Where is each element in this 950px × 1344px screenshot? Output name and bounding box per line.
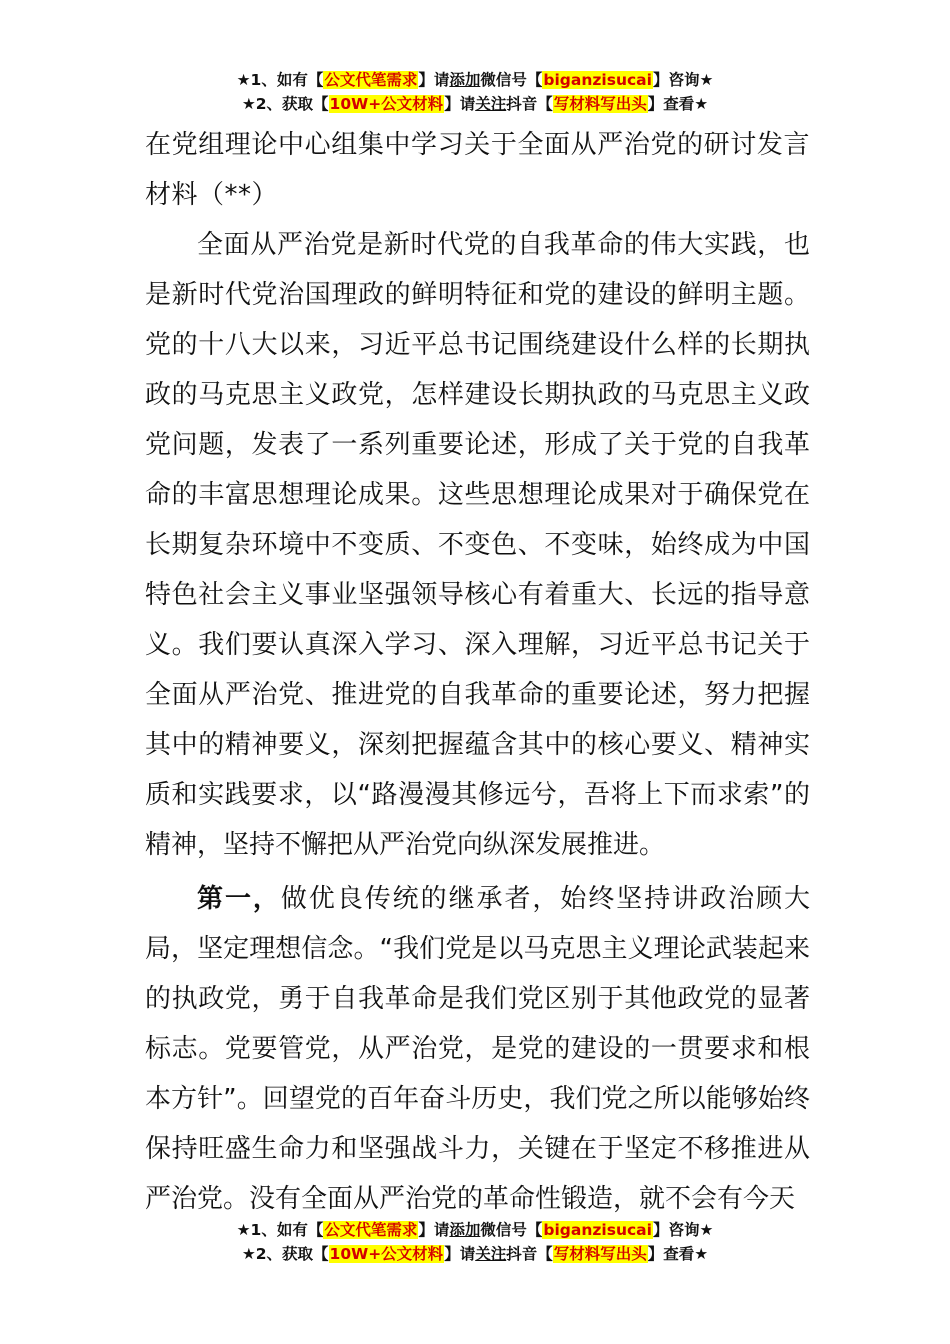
promo-highlight-service: 公文代笔需求 — [324, 71, 418, 89]
footer-line-2-mid: 】请 — [444, 1245, 476, 1263]
promo-line-2-mid: 】请 — [444, 95, 476, 113]
point-heading: 做优良传统的继承者，始终坚持讲政治顾大局，坚定理想信念。 — [145, 884, 810, 964]
point-lead: 第一， — [197, 884, 281, 914]
footer-promo-line-2 — [0, 1242, 950, 1266]
document-body — [145, 120, 810, 1224]
footer-line-2-suffix: 】查看★ — [647, 1245, 709, 1263]
promo-highlight-wechat-id: biganzisucai — [543, 71, 652, 89]
promo-line-1-mid2: 微信号【 — [480, 71, 543, 89]
document-title: 在党组理论中心组集中学习关于全面从严治党的研讨发言材料（**） — [145, 130, 810, 210]
footer-highlight-wechat-id: biganzisucai — [543, 1221, 652, 1239]
footer-line-2-mid2: 抖音【 — [506, 1245, 553, 1263]
footer-promo-line-1 — [0, 1218, 950, 1242]
footer-underlined-add: 添加 — [449, 1221, 481, 1239]
footer-line-1-prefix: ★1、如有【 — [236, 1221, 324, 1239]
promo-line-1-mid: 】请 — [418, 71, 450, 89]
promo-highlight-materials: 10W+公文材料 — [329, 95, 444, 113]
footer-line-1-suffix: 】咨询★ — [652, 1221, 714, 1239]
promo-underlined-add: 添加 — [449, 71, 481, 89]
footer-underlined-follow: 关注 — [475, 1245, 507, 1263]
header-promo-banner — [0, 68, 950, 116]
promo-line-1 — [0, 68, 950, 92]
promo-line-1-suffix: 】咨询★ — [652, 71, 714, 89]
footer-highlight-service: 公文代笔需求 — [324, 1221, 418, 1239]
promo-line-2-prefix: ★2、获取【 — [241, 95, 329, 113]
footer-line-1-mid: 】请 — [418, 1221, 450, 1239]
promo-line-1-prefix: ★1、如有【 — [236, 71, 324, 89]
promo-line-2-suffix: 】查看★ — [647, 95, 709, 113]
point-body: “我们党是以马克思主义理论武装起来的执政党，勇于自我革命是我们党区别于其他政党的显著标志。党要管党，从严治党，是党的建设的一贯要求和根本方针”。回望党的百年奋斗历史，我们党之所以能够始终保持旺盛生命力和坚强战斗力，关键在于坚定不移推进从严治党。没有全面从严治党的革命性锻造，就不会有今天 — [145, 934, 810, 1214]
paragraph-first-point — [145, 874, 810, 1224]
promo-line-2-mid2: 抖音【 — [506, 95, 553, 113]
footer-line-1-mid2: 微信号【 — [480, 1221, 543, 1239]
footer-line-2-prefix: ★2、获取【 — [241, 1245, 329, 1263]
footer-highlight-douyin: 写材料写出头 — [553, 1245, 647, 1263]
promo-line-2 — [0, 92, 950, 116]
promo-highlight-douyin: 写材料写出头 — [553, 95, 647, 113]
paragraph-intro: 全面从严治党是新时代党的自我革命的伟大实践，也是新时代党治国理政的鲜明特征和党的建设的鲜明主题。党的十八大以来，习近平总书记围绕建设什么样的长期执政的马克思主义政党，怎样建设长期执政的马克思主义政党问题，发表了一系列重要论述，形成了关于党的自我革命的丰富思想理论成果。这些思想理论成果对于确保党在长期复杂环境中不变质、不变色、不变味，始终成为中国特色社会主义事业坚强领导核心有着重大、长远的指导意义。我们要认真深入学习、深入理解，习近平总书记关于全面从严治党、推进党的自我革命的重要论述，努力把握其中的精神要义，深刻把握蕴含其中的核心要义、精神实质和实践要求，以“路漫漫其修远兮，吾将上下而求索”的精神，坚持不懈把从严治党向纵深发展推进。 — [145, 230, 810, 860]
footer-highlight-materials: 10W+公文材料 — [329, 1245, 444, 1263]
promo-underlined-follow: 关注 — [475, 95, 507, 113]
footer-promo-banner — [0, 1218, 950, 1266]
